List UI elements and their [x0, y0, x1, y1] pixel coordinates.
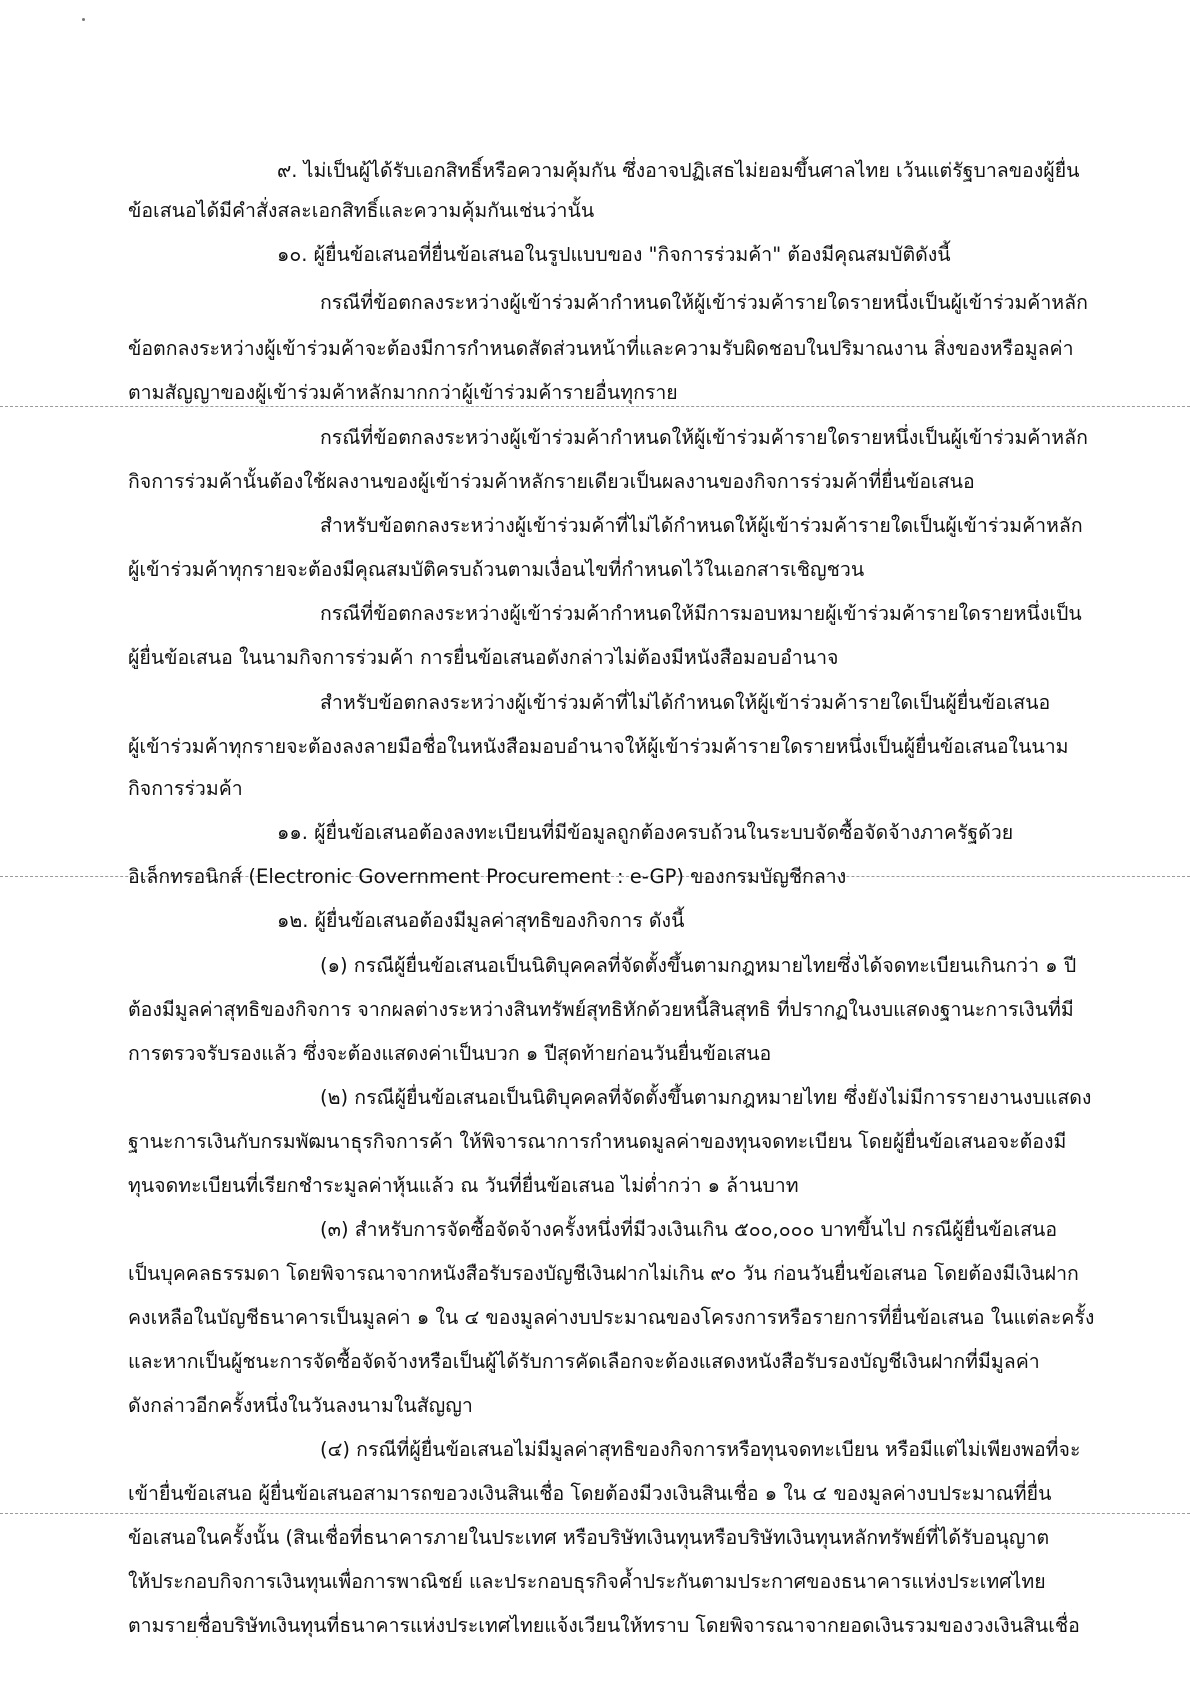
scan-artifact-line	[0, 1513, 1190, 1514]
text-line: คงเหลือในบัญชีธนาคารเป็นมูลค่า ๑ ใน ๔ ของมูลค่างบประมาณของโครงการหรือรายการที่ยื่นข้อเสนอ ในแต่ละครั้ง	[128, 1306, 1095, 1329]
text-line: ต้องมีมูลค่าสุทธิของกิจการ จากผลต่างระหว่างสินทรัพย์สุทธิหักด้วยหนี้สินสุทธิ ที่ปรากฏในงบแสดงฐานะการเงินที่มี	[128, 998, 1074, 1021]
text-line: ๙. ไม่เป็นผู้ได้รับเอกสิทธิ์หรือความคุ้มกัน ซึ่งอาจปฏิเสธไม่ยอมขึ้นศาลไทย เว้นแต่รัฐบาลของผู้ยื่น	[277, 159, 1080, 182]
text-line: กรณีที่ข้อตกลงระหว่างผู้เข้าร่วมค้ากำหนดให้ผู้เข้าร่วมค้ารายใดรายหนึ่งเป็นผู้เข้าร่วมค้าหลัก	[320, 426, 1088, 449]
text-line: อิเล็กทรอนิกส์ (Electronic Government Procurement : e-GP) ของกรมบัญชีกลาง	[128, 865, 847, 888]
clause-12-heading: ๑๒. ผู้ยื่นข้อเสนอต้องมีมูลค่าสุทธิของกิจการ ดังนี้	[277, 909, 685, 932]
text-line: กรณีที่ข้อตกลงระหว่างผู้เข้าร่วมค้ากำหนดให้ผู้เข้าร่วมค้ารายใดรายหนึ่งเป็นผู้เข้าร่วมค้าหลัก	[320, 291, 1088, 314]
text-line: (๔) กรณีที่ผู้ยื่นข้อเสนอไม่มีมูลค่าสุทธิของกิจการหรือทุนจดทะเบียน หรือมีแต่ไม่เพียงพอที่จะ	[320, 1438, 1081, 1461]
text-line: กรณีที่ข้อตกลงระหว่างผู้เข้าร่วมค้ากำหนดให้มีการมอบหมายผู้เข้าร่วมค้ารายใดรายหนึ่งเป็น	[320, 602, 1082, 625]
text-line: (๑) กรณีผู้ยื่นข้อเสนอเป็นนิติบุคคลที่จัดตั้งขึ้นตามกฎหมายไทยซึ่งได้จดทะเบียนเกินกว่า ๑ ปี	[320, 954, 1077, 977]
text-line: ทุนจดทะเบียนที่เรียกชำระมูลค่าหุ้นแล้ว ณ วันที่ยื่นข้อเสนอ ไม่ต่ำกว่า ๑ ล้านบาท	[128, 1174, 799, 1197]
text-line: ฐานะการเงินกับกรมพัฒนาธุรกิจการค้า ให้พิจารณาการกำหนดมูลค่าของทุนจดทะเบียน โดยผู้ยื่นข้อเสนอจะต้องมี	[128, 1130, 1067, 1153]
text-line: เป็นบุคคลธรรมดา โดยพิจารณาจากหนังสือรับรองบัญชีเงินฝากไม่เกิน ๙๐ วัน ก่อนวันยื่นข้อเสนอ โดยต้องมีเงินฝาก	[128, 1262, 1079, 1285]
text-line: ตามรายชื่อบริษัทเงินทุนที่ธนาคารแห่งประเทศไทยแจ้งเวียนให้ทราบ โดยพิจารณาจากยอดเงินรวมของวงเงินสินเชื่อ	[128, 1614, 1080, 1637]
text-line: การตรวจรับรองแล้ว ซึ่งจะต้องแสดงค่าเป็นบวก ๑ ปีสุดท้ายก่อนวันยื่นข้อเสนอ	[128, 1042, 772, 1065]
text-line: กิจการร่วมค้านั้นต้องใช้ผลงานของผู้เข้าร่วมค้าหลักรายเดียวเป็นผลงานของกิจการร่วมค้าที่ยื่นข้อเสนอ	[128, 470, 975, 493]
text-line: (๓) สำหรับการจัดซื้อจัดจ้างครั้งหนึ่งที่มีวงเงินเกิน ๕๐๐,๐๐๐ บาทขึ้นไป กรณีผู้ยื่นข้อเสนอ	[320, 1218, 1058, 1241]
text-line: ผู้ยื่นข้อเสนอ ในนามกิจการร่วมค้า การยื่นข้อเสนอดังกล่าวไม่ต้องมีหนังสือมอบอำนาจ	[128, 646, 839, 669]
text-line: สำหรับข้อตกลงระหว่างผู้เข้าร่วมค้าที่ไม่ได้กำหนดให้ผู้เข้าร่วมค้ารายใดเป็นผู้ยื่นข้อเสนอ	[320, 691, 1051, 714]
text-line: ข้อเสนอในครั้งนั้น (สินเชื่อที่ธนาคารภายในประเทศ หรือบริษัทเงินทุนหรือบริษัทเงินทุนหลักทรัพย์ที่ได้รับอนุญาต	[128, 1526, 1050, 1549]
text-line: เข้ายื่นข้อเสนอ ผู้ยื่นข้อเสนอสามารถขอวงเงินสินเชื่อ โดยต้องมีวงเงินสินเชื่อ ๑ ใน ๔ ของมูลค่างบประมาณที่ยื่น	[128, 1482, 1052, 1505]
text-line: กิจการร่วมค้า	[128, 777, 243, 800]
clause-10-heading: ๑๐. ผู้ยื่นข้อเสนอที่ยื่นข้อเสนอในรูปแบบของ "กิจการร่วมค้า" ต้องมีคุณสมบัติดังนี้	[277, 243, 951, 266]
text-line: ดังกล่าวอีกครั้งหนึ่งในวันลงนามในสัญญา	[128, 1394, 473, 1417]
text-line: (๒) กรณีผู้ยื่นข้อเสนอเป็นนิติบุคคลที่จัดตั้งขึ้นตามกฎหมายไทย ซึ่งยังไม่มีการรายงานงบแสดง	[320, 1086, 1092, 1109]
text-line: ให้ประกอบกิจการเงินทุนเพื่อการพาณิชย์ และประกอบธุรกิจค้ำประกันตามประกาศของธนาคารแห่งประเทศไทย	[128, 1570, 1046, 1593]
text-line: และหากเป็นผู้ชนะการจัดซื้อจัดจ้างหรือเป็นผู้ได้รับการคัดเลือกจะต้องแสดงหนังสือรับรองบัญชีเงินฝากที่มีมูลค่า	[128, 1350, 1040, 1373]
text-line: ตามสัญญาของผู้เข้าร่วมค้าหลักมากกว่าผู้เข้าร่วมค้ารายอื่นทุกราย	[128, 381, 678, 404]
text-line: สำหรับข้อตกลงระหว่างผู้เข้าร่วมค้าที่ไม่ได้กำหนดให้ผู้เข้าร่วมค้ารายใดเป็นผู้เข้าร่วมค้าหลัก	[320, 514, 1083, 537]
text-line: ผู้เข้าร่วมค้าทุกรายจะต้องมีคุณสมบัติครบถ้วนตามเงื่อนไขที่กำหนดไว้ในเอกสารเชิญชวน	[128, 558, 865, 581]
scan-speck	[82, 18, 85, 21]
text-line: ข้อเสนอได้มีคำสั่งสละเอกสิทธิ์และความคุ้มกันเช่นว่านั้น	[128, 199, 595, 222]
text-line: ข้อตกลงระหว่างผู้เข้าร่วมค้าจะต้องมีการกำหนดสัดส่วนหน้าที่และความรับผิดชอบในปริมาณงาน สิ่งของหรือมูลค่า	[128, 337, 1074, 360]
clause-11-heading: ๑๑. ผู้ยื่นข้อเสนอต้องลงทะเบียนที่มีข้อมูลถูกต้องครบถ้วนในระบบจัดซื้อจัดจ้างภาครัฐด้วย	[277, 821, 1014, 844]
text-line: ผู้เข้าร่วมค้าทุกรายจะต้องลงลายมือชื่อในหนังสือมอบอำนาจให้ผู้เข้าร่วมค้ารายใดรายหนึ่งเป็นผู้ยื่นข้อเสนอในนาม	[128, 735, 1069, 758]
